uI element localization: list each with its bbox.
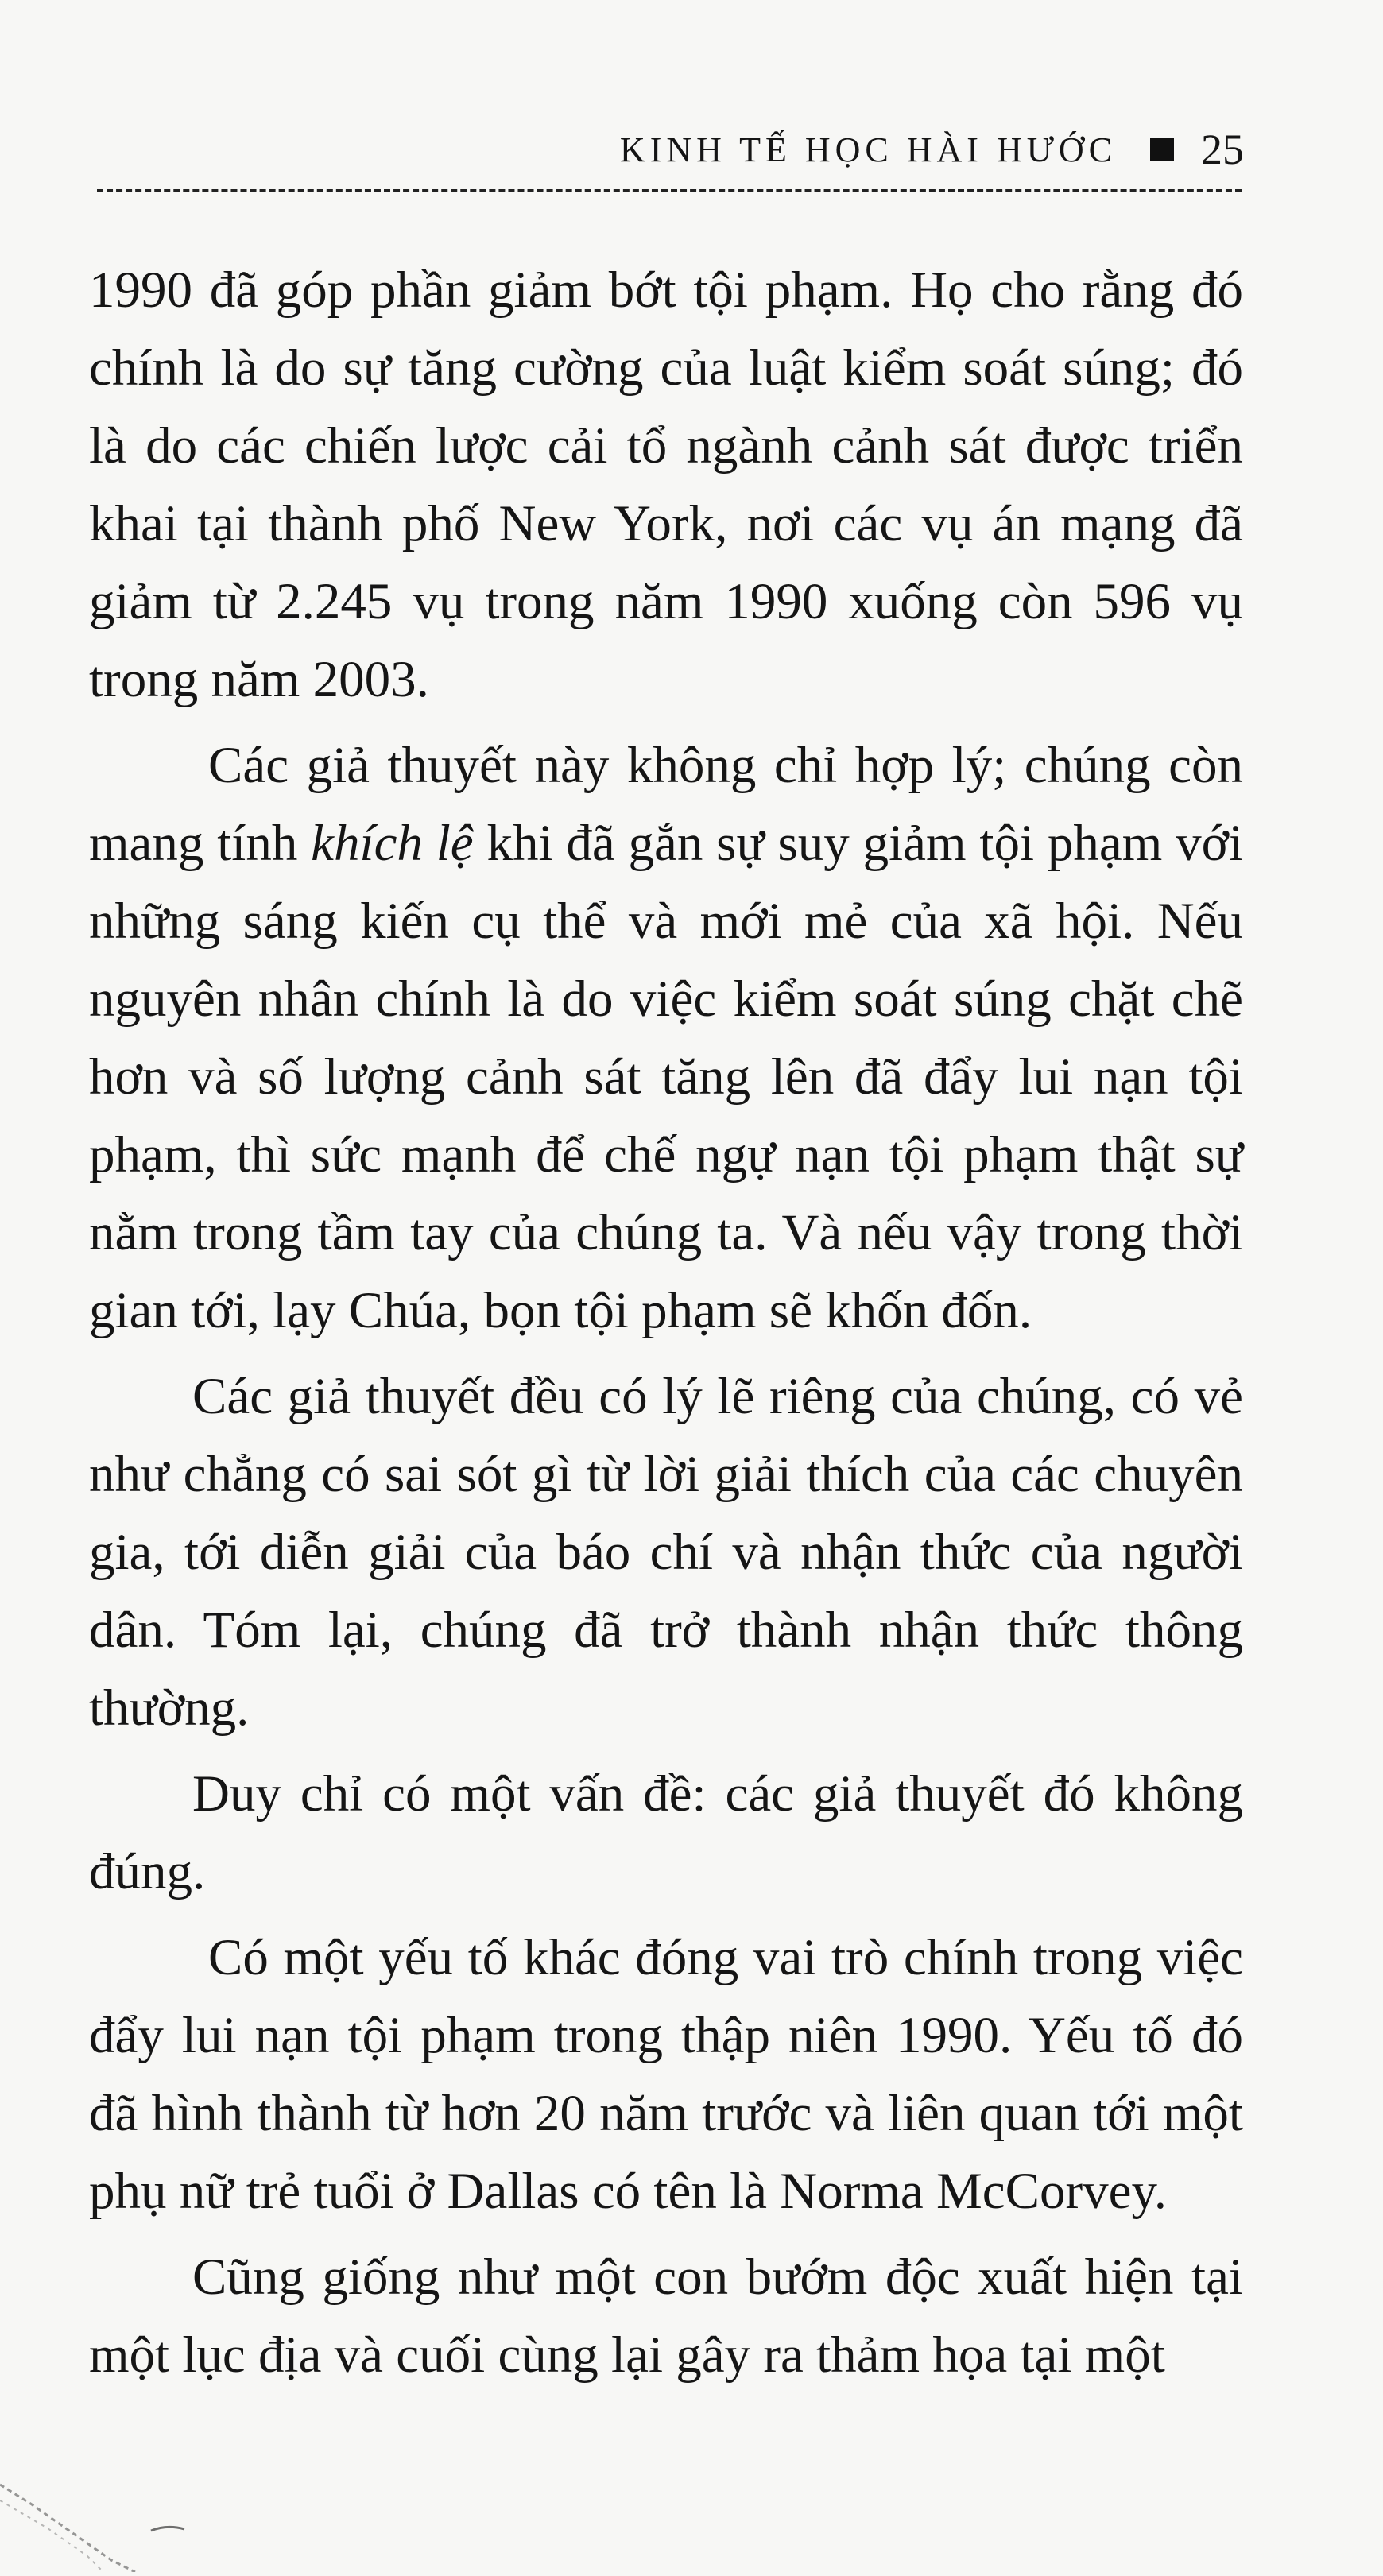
paragraph-2 bbox=[89, 726, 1243, 1350]
paragraph-3: Các giả thuyết đều có lý lẽ riêng của chúng, có vẻ như chẳng có sai sót gì từ lời giải thích của các chuyên gia, tới diễn giải của báo chí và nhận thức của người dân. Tóm lại, chúng đã trở thành nhận thức thông thường. bbox=[89, 1368, 1243, 1737]
header-divider bbox=[97, 189, 1242, 192]
paragraph-1: 1990 đã góp phần giảm bớt tội phạm. Họ cho rằng đó chính là do sự tăng cường của luật kiểm soát súng; đó là do các chiến lược cải tổ ngành cảnh sát được triển khai tại thành phố New York, nơi các vụ án mạng đã giảm từ 2.245 vụ trong năm 1990 xuống còn 596 vụ trong năm 2003. bbox=[89, 261, 1243, 708]
page-number: 25 bbox=[1201, 126, 1244, 173]
paragraph-2-text-start: Các giả thuyết này không chỉ hợp lý; chúng còn mang tính bbox=[89, 737, 1243, 872]
paragraph-4: Duy chỉ có một vấn đề: các giả thuyết đó không đúng. bbox=[89, 1765, 1243, 1900]
paragraph-6: Cũng giống như một con bướm độc xuất hiện tại một lục địa và cuối cùng lại gây ra thảm họa tại một bbox=[89, 2249, 1243, 2384]
scan-artifact bbox=[0, 2429, 207, 2572]
running-header bbox=[95, 118, 1244, 181]
paragraph-5: Có một yếu tố khác đóng vai trò chính trong việc đẩy lui nạn tội phạm trong thập niên 1990. Yếu tố đó đã hình thành từ hơn 20 năm trước và liên quan tới một phụ nữ trẻ tuổi ở Dallas có tên là Norma McCorvey. bbox=[89, 1929, 1243, 2220]
book-title: KINH TẾ HỌC HÀI HƯỚC bbox=[619, 130, 1117, 169]
scan-artifact-graphic bbox=[0, 2429, 207, 2572]
paragraph-2-emphasis: khích lệ bbox=[311, 815, 474, 872]
body-text bbox=[89, 251, 1243, 2394]
square-bullet-icon bbox=[1150, 138, 1174, 161]
paragraph-2-text-end: khi đã gắn sự suy giảm tội phạm với những sáng kiến cụ thể và mới mẻ của xã hội. Nếu nguyên nhân chính là do việc kiểm soát súng chặt chẽ hơn và số lượng cảnh sát tăng lên đã đẩy lui nạn tội phạm, thì sức mạnh để chế ngự nạn tội phạm thật sự nằm trong tầm tay của chúng ta. Và nếu vậy trong thời gian tới, lạy Chúa, bọn tội phạm sẽ khốn đốn. bbox=[89, 815, 1243, 1339]
